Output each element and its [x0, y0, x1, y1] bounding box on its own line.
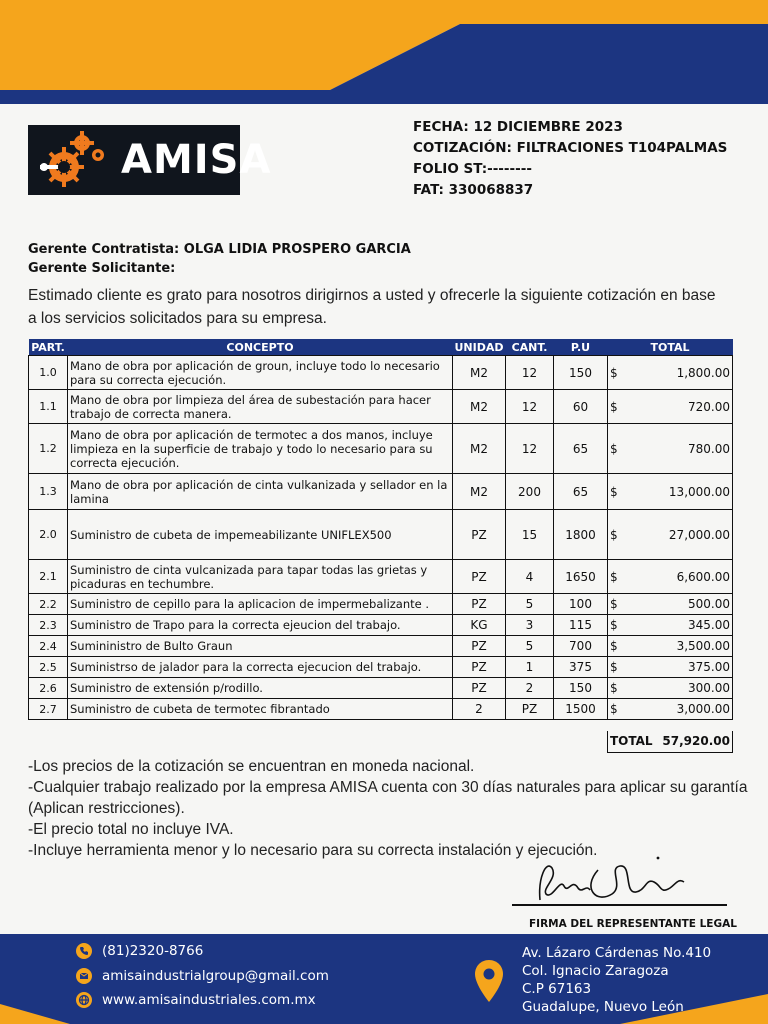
- address-line: C.P 67163: [522, 981, 592, 997]
- row-concepto: Suministro de cubeta de termotec fibrantado: [68, 699, 453, 720]
- row-part: 2.4: [29, 636, 68, 657]
- web-globe-icon: [76, 992, 92, 1008]
- row-concepto: Mano de obra por aplicación de cinta vulkanizada y sellador en la lamina: [68, 474, 453, 510]
- currency-symbol: $: [610, 639, 618, 653]
- location-pin-icon: [474, 960, 504, 1002]
- row-pu: 1500: [554, 699, 608, 720]
- phone-text: (81)2320-8766: [102, 943, 204, 959]
- row-unidad: PZ: [453, 678, 506, 699]
- row-cant: 5: [506, 636, 554, 657]
- logo-text: AMISA: [121, 137, 272, 183]
- grand-total: [607, 731, 733, 753]
- managers-block: [28, 240, 411, 278]
- currency-symbol: $: [610, 681, 618, 695]
- grand-total-label: TOTAL: [610, 734, 653, 748]
- row-pu: 375: [554, 657, 608, 678]
- col-header-part: PART.: [29, 339, 68, 356]
- row-pu: 65: [554, 424, 608, 474]
- quote-meta: [413, 117, 727, 201]
- row-total: [608, 390, 733, 424]
- row-cant: 3: [506, 615, 554, 636]
- table-body: [29, 356, 733, 720]
- quote-fat: FAT: 330068837: [413, 182, 534, 198]
- currency-symbol: $: [610, 484, 618, 499]
- address-line: Av. Lázaro Cárdenas No.410: [522, 945, 712, 961]
- signature-label: FIRMA DEL REPRESENTANTE LEGAL: [529, 918, 737, 930]
- row-unidad: PZ: [453, 657, 506, 678]
- row-unidad: PZ: [453, 636, 506, 657]
- row-part: 2.6: [29, 678, 68, 699]
- company-logo: [28, 125, 272, 195]
- row-cant: 1: [506, 657, 554, 678]
- currency-symbol: $: [610, 618, 618, 632]
- row-cant: 15: [506, 510, 554, 560]
- row-pu: 1650: [554, 560, 608, 594]
- footer-email[interactable]: [76, 968, 329, 984]
- footer-website[interactable]: [76, 992, 316, 1008]
- col-header-cant: CANT.: [506, 339, 554, 356]
- quote-date: FECHA: 12 DICIEMBRE 2023: [413, 119, 623, 135]
- gear-logo-icon: [34, 125, 114, 195]
- table-row: [29, 699, 733, 720]
- table-row: [29, 390, 733, 424]
- row-cant: 5: [506, 594, 554, 615]
- website-text: www.amisaindustriales.com.mx: [102, 992, 316, 1008]
- row-pu: 150: [554, 356, 608, 390]
- terms-notes: [28, 756, 758, 861]
- row-pu: 65: [554, 474, 608, 510]
- row-cant: 12: [506, 424, 554, 474]
- table-row: [29, 510, 733, 560]
- row-pu: 700: [554, 636, 608, 657]
- row-total: [608, 510, 733, 560]
- footer-phone[interactable]: [76, 943, 203, 959]
- row-total-value: 13,000.00: [668, 484, 730, 499]
- table-header-row: [29, 339, 733, 356]
- table-row: [29, 615, 733, 636]
- row-concepto: Suministro de cepillo para la aplicacion de impermebalizante .: [68, 594, 453, 615]
- note-item: -Incluye herramienta menor y lo necesario para su correcta instalación y ejecución.: [28, 842, 598, 859]
- row-part: 2.0: [29, 510, 68, 560]
- row-total: [608, 636, 733, 657]
- row-pu: 1800: [554, 510, 608, 560]
- row-total-value: 500.00: [688, 597, 730, 611]
- address-line: Col. Ignacio Zaragoza: [522, 963, 669, 979]
- currency-symbol: $: [610, 597, 618, 611]
- phone-icon: [76, 943, 92, 959]
- col-header-concepto: CONCEPTO: [68, 339, 453, 356]
- note-item: -Cualquier trabajo realizado por la empresa AMISA cuenta con 30 días naturales para aplicar su garantía (Aplican restricciones).: [28, 779, 748, 817]
- row-total: [608, 560, 733, 594]
- row-concepto: Sumininistro de Bulto Graun: [68, 636, 453, 657]
- row-total: [608, 424, 733, 474]
- email-text: amisaindustrialgroup@gmail.com: [102, 968, 329, 984]
- row-total: [608, 356, 733, 390]
- manager-requester: Gerente Solicitante:: [28, 261, 176, 276]
- row-concepto: Mano de obra por aplicación de groun, incluye todo lo necesario para su correcta ejecución.: [68, 356, 453, 390]
- row-total: [608, 615, 733, 636]
- row-unidad: M2: [453, 390, 506, 424]
- row-part: 1.2: [29, 424, 68, 474]
- row-total: [608, 657, 733, 678]
- grand-total-value: 57,920.00: [662, 734, 730, 748]
- row-concepto: Suministro de cubeta de impemeabilizante UNIFLEX500: [68, 510, 453, 560]
- col-header-total: TOTAL: [608, 339, 733, 356]
- row-total-value: 3,500.00: [676, 639, 730, 653]
- row-pu: 115: [554, 615, 608, 636]
- row-cant: 12: [506, 356, 554, 390]
- email-icon: [76, 968, 92, 984]
- row-pu: 100: [554, 594, 608, 615]
- footer-address: [522, 944, 711, 1016]
- row-total: [608, 699, 733, 720]
- row-part: 1.0: [29, 356, 68, 390]
- row-total-value: 780.00: [688, 441, 730, 456]
- row-unidad: KG: [453, 615, 506, 636]
- row-cant: PZ: [506, 699, 554, 720]
- row-unidad: PZ: [453, 560, 506, 594]
- row-unidad: 2: [453, 699, 506, 720]
- row-pu: 60: [554, 390, 608, 424]
- row-concepto: Suministro de cinta vulcanizada para tapar todas las grietas y picaduras en techumbre.: [68, 560, 453, 594]
- currency-symbol: $: [610, 702, 618, 716]
- row-cant: 4: [506, 560, 554, 594]
- note-item: -El precio total no incluye IVA.: [28, 821, 234, 838]
- handwritten-signature: [512, 848, 732, 912]
- table-row: [29, 356, 733, 390]
- row-concepto: Suministro de Trapo para la correcta ejeucion del trabajo.: [68, 615, 453, 636]
- row-pu: 150: [554, 678, 608, 699]
- col-header-pu: P.U: [554, 339, 608, 356]
- table-row: [29, 594, 733, 615]
- row-total-value: 6,600.00: [676, 569, 730, 584]
- table-row: [29, 474, 733, 510]
- row-unidad: PZ: [453, 594, 506, 615]
- row-total-value: 27,000.00: [668, 527, 730, 542]
- intro-paragraph: Estimado cliente es grato para nosotros dirigirnos a usted y ofrecerle la siguiente cotización en base a los servicios solicitados para su empresa.: [28, 287, 716, 327]
- col-header-unidad: UNIDAD: [454, 340, 504, 354]
- row-unidad: M2: [453, 474, 506, 510]
- row-total-value: 300.00: [688, 681, 730, 695]
- table-row: [29, 424, 733, 474]
- row-total-value: 375.00: [688, 660, 730, 674]
- row-part: 1.3: [29, 474, 68, 510]
- row-unidad: PZ: [453, 510, 506, 560]
- row-total: [608, 594, 733, 615]
- currency-symbol: $: [610, 399, 618, 414]
- manager-contractor: Gerente Contratista: OLGA LIDIA PROSPERO GARCIA: [28, 242, 411, 257]
- table-row: [29, 657, 733, 678]
- table-row: [29, 560, 733, 594]
- currency-symbol: $: [610, 660, 618, 674]
- row-total: [608, 678, 733, 699]
- row-part: 2.7: [29, 699, 68, 720]
- row-cant: 12: [506, 390, 554, 424]
- quote-table: [28, 339, 733, 720]
- currency-symbol: $: [610, 365, 618, 380]
- row-concepto: Mano de obra por limpieza del área de subestación para hacer trabajo de correcta manera.: [68, 390, 453, 424]
- row-cant: 2: [506, 678, 554, 699]
- row-unidad: M2: [453, 356, 506, 390]
- row-part: 2.3: [29, 615, 68, 636]
- currency-symbol: $: [610, 569, 618, 584]
- table-row: [29, 678, 733, 699]
- row-unidad: M2: [453, 424, 506, 474]
- address-line: Guadalupe, Nuevo León: [522, 999, 684, 1015]
- currency-symbol: $: [610, 441, 618, 456]
- row-cant: 200: [506, 474, 554, 510]
- row-total-value: 1,800.00: [676, 365, 730, 380]
- row-part: 2.5: [29, 657, 68, 678]
- row-total-value: 345.00: [688, 618, 730, 632]
- row-total-value: 720.00: [688, 399, 730, 414]
- row-total: [608, 474, 733, 510]
- note-item: -Los precios de la cotización se encuentran en moneda nacional.: [28, 758, 475, 775]
- row-part: 2.2: [29, 594, 68, 615]
- header-banner: [0, 0, 768, 110]
- row-concepto: Suministro de extensión p/rodillo.: [68, 678, 453, 699]
- quote-folio: FOLIO ST:--------: [413, 161, 532, 177]
- row-part: 1.1: [29, 390, 68, 424]
- quote-title: COTIZACIÓN: FILTRACIONES T104PALMAS: [413, 140, 728, 156]
- row-concepto: Suministrso de jalador para la correcta ejecucion del trabajo.: [68, 657, 453, 678]
- row-concepto: Mano de obra por aplicación de termotec a dos manos, incluye limpieza en la superficie de trabajo y todo lo necesario para su correcta ejecución.: [68, 424, 453, 474]
- table-row: [29, 636, 733, 657]
- currency-symbol: $: [610, 527, 618, 542]
- row-part: 2.1: [29, 560, 68, 594]
- row-total-value: 3,000.00: [676, 702, 730, 716]
